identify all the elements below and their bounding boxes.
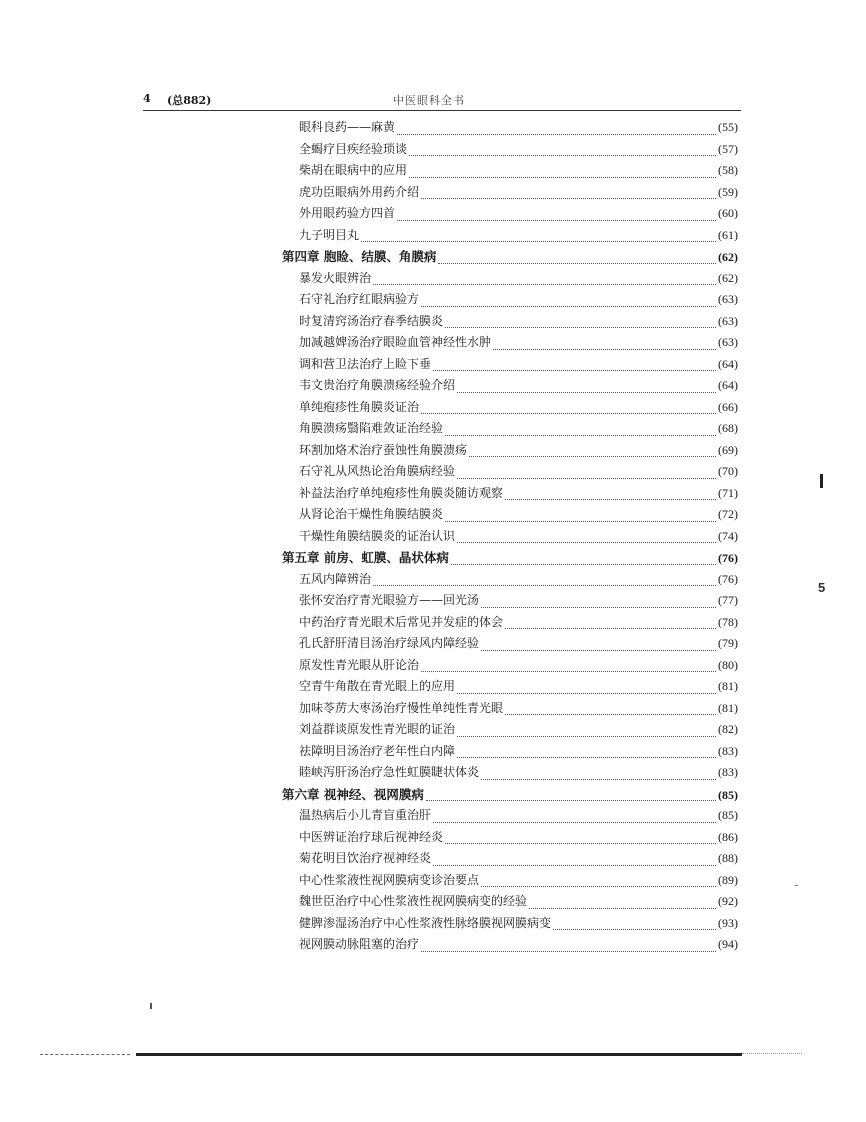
toc-entry (282, 289, 738, 311)
dot-leader (409, 146, 716, 156)
margin-number-mark: 5 (818, 580, 826, 595)
dot-leader (469, 447, 716, 457)
toc-page-number: (63) (718, 335, 738, 349)
toc-page-number: (89) (718, 872, 738, 887)
toc-page-number: (58) (718, 163, 738, 177)
dot-leader (481, 877, 716, 887)
toc-title: 温热病后小儿青盲重治肝 (299, 808, 432, 822)
toc-page-number: (76) (718, 571, 738, 586)
toc-title: 九子明目丸 (299, 227, 360, 242)
toc-entry (282, 848, 738, 870)
toc-entry (282, 375, 738, 397)
dot-leader (457, 383, 716, 393)
toc-title: 石守礼从风热论治角膜病经验 (299, 464, 456, 478)
dot-leader (421, 942, 716, 952)
dot-leader (397, 211, 716, 221)
toc-page-number: (63) (718, 313, 738, 328)
dot-leader (421, 404, 716, 414)
toc-page-number: (81) (718, 679, 738, 693)
toc-title: 中药治疗青光眼术后常见并发症的体会 (299, 614, 504, 629)
toc-title: 刘益群谈原发性青光眼的证治 (299, 722, 456, 736)
toc-title: 张怀安治疗青光眼验方——回光汤 (299, 593, 480, 607)
toc-entry (282, 225, 738, 247)
dot-leader (457, 533, 716, 543)
toc-page-number: (60) (718, 206, 738, 220)
toc-page-number: (94) (718, 937, 738, 951)
toc-entry (282, 612, 738, 634)
toc-entry (282, 354, 738, 376)
toc-page-number: (92) (718, 894, 738, 908)
dot-leader (421, 297, 716, 307)
toc-entry (282, 569, 738, 591)
toc-title: 视网膜动脉阻塞的治疗 (299, 937, 420, 951)
toc-page-number: (74) (718, 528, 738, 543)
dot-leader (438, 254, 716, 264)
toc-title: 魏世臣治疗中心性浆液性视网膜病变的经验 (299, 894, 528, 908)
toc-entry (282, 827, 738, 849)
toc-chapter-heading (282, 246, 738, 268)
toc-title: 空青牛角散在青光眼上的应用 (299, 679, 456, 693)
toc-title: 外用眼药验方四首 (299, 206, 396, 220)
toc-entry (282, 440, 738, 462)
toc-entry (282, 590, 738, 612)
toc-entry (282, 117, 738, 139)
margin-bar-mark (820, 474, 823, 488)
toc-page-number: (85) (718, 787, 738, 802)
toc-entry (282, 160, 738, 182)
toc-title: 调和营卫法治疗上睑下垂 (299, 356, 432, 371)
toc-page-number: (64) (718, 378, 738, 392)
volume-page-ref: (总882) (167, 94, 212, 107)
toc-page-number: (59) (718, 184, 738, 199)
toc-entry (282, 203, 738, 225)
toc-entry (282, 870, 738, 892)
bottom-dotted-line (742, 1053, 802, 1054)
toc-page-number: (79) (718, 636, 738, 650)
toc-entry (282, 311, 738, 333)
dot-leader (451, 555, 716, 565)
toc-page-number: (77) (718, 593, 738, 607)
toc-title: 单纯疱疹性角膜炎证治 (299, 399, 420, 414)
toc-page-number: (72) (718, 507, 738, 521)
toc-title: 干燥性角膜结膜炎的证治认识 (299, 528, 456, 543)
toc-title: 角膜溃疡翳陷难敛证治经验 (299, 421, 444, 435)
toc-entry (282, 182, 738, 204)
toc-title: 时复清窍汤治疗春季结膜炎 (299, 313, 444, 328)
toc-title: 第五章 前房、虹膜、晶状体病 (282, 550, 449, 565)
toc-entry (282, 332, 738, 354)
toc-page-number: (81) (718, 700, 738, 715)
toc-entry (282, 934, 738, 956)
toc-entry (282, 655, 738, 677)
dot-leader (421, 189, 716, 199)
toc-title: 环割加烙术治疗蚕蚀性角膜溃疡 (299, 442, 468, 457)
scan-speck (795, 885, 798, 886)
book-title: 中医眼科全书 (393, 94, 465, 107)
toc-entry (282, 741, 738, 763)
toc-page-number: (85) (718, 808, 738, 822)
toc-title: 孔氏舒肝清目汤治疗绿风内障经验 (299, 636, 480, 650)
toc-page-number: (61) (718, 227, 738, 242)
scan-speck (150, 1003, 152, 1009)
toc-chapter-heading (282, 547, 738, 569)
dot-leader (505, 619, 716, 629)
toc-page-number: (82) (718, 722, 738, 736)
dot-leader (457, 727, 716, 737)
dot-leader (397, 125, 716, 135)
dot-leader (373, 576, 716, 586)
dot-leader (445, 318, 716, 328)
toc-title: 睦峡泻肝汤治疗急性虹膜睫状体炎 (299, 765, 480, 779)
toc-page-number: (76) (718, 551, 738, 565)
toc-entry (282, 633, 738, 655)
toc-page-number: (64) (718, 356, 738, 371)
dot-leader (373, 275, 716, 285)
toc-entry (282, 526, 738, 548)
bottom-dashed-line (40, 1054, 130, 1055)
toc-entry (282, 676, 738, 698)
toc-title: 石守礼治疗红眼病验方 (299, 292, 420, 306)
running-header (143, 92, 741, 110)
toc-entry (282, 504, 738, 526)
table-of-contents (282, 117, 738, 956)
toc-page-number: (83) (718, 743, 738, 758)
toc-title: 眼科良药——麻黄 (299, 120, 396, 134)
toc-title: 原发性青光眼从肝论治 (299, 657, 420, 672)
toc-title: 第四章 胞睑、结膜、角膜病 (282, 249, 437, 264)
dot-leader (481, 770, 716, 780)
dot-leader (505, 490, 716, 500)
toc-page-number: (62) (718, 270, 738, 285)
toc-title: 柴胡在眼病中的应用 (299, 163, 408, 177)
toc-entry (282, 891, 738, 913)
dot-leader (457, 684, 716, 694)
toc-entry (282, 397, 738, 419)
toc-page-number: (86) (718, 829, 738, 844)
toc-entry (282, 268, 738, 290)
toc-page-number: (66) (718, 399, 738, 414)
toc-chapter-heading (282, 784, 738, 806)
dot-leader (445, 426, 716, 436)
toc-title: 加味苓苈大枣汤治疗慢性单纯性青光眼 (299, 700, 504, 715)
toc-entry (282, 698, 738, 720)
dot-leader (481, 598, 716, 608)
toc-entry (282, 762, 738, 784)
toc-page-number: (71) (718, 485, 738, 500)
toc-title: 全蝎疗目疾经验琐谈 (299, 141, 408, 156)
toc-entry (282, 461, 738, 483)
toc-entry (282, 139, 738, 161)
dot-leader (457, 469, 716, 479)
toc-page-number: (88) (718, 851, 738, 865)
toc-title: 中心性浆液性视网膜病变诊治要点 (299, 872, 480, 887)
dot-leader (505, 705, 716, 715)
dot-leader (529, 899, 716, 909)
toc-title: 祛障明目汤治疗老年性白内障 (299, 743, 456, 758)
dot-leader (553, 920, 716, 930)
toc-page-number: (80) (718, 657, 738, 672)
toc-title: 健脾渗湿汤治疗中心性浆液性脉络膜视网膜病变 (299, 915, 552, 930)
dot-leader (457, 748, 716, 758)
header-rule (143, 110, 741, 111)
toc-title: 第六章 视神经、视网膜病 (282, 786, 424, 802)
dot-leader (433, 813, 716, 823)
toc-page-number: (57) (718, 141, 738, 156)
toc-page-number: (62) (718, 250, 738, 264)
dot-leader (445, 512, 716, 522)
toc-title: 菊花明目饮治疗视神经炎 (299, 851, 432, 865)
dot-leader (481, 641, 716, 651)
toc-entry (282, 483, 738, 505)
toc-title: 虎功臣眼病外用药介绍 (299, 184, 420, 199)
dot-leader (445, 834, 716, 844)
dot-leader (433, 856, 716, 866)
page-number: 4 (143, 92, 151, 105)
toc-title: 中医辨证治疗球后视神经炎 (299, 829, 444, 844)
toc-title: 五风内障辨治 (299, 571, 372, 586)
dot-leader (426, 791, 716, 801)
dot-leader (409, 168, 716, 178)
toc-page-number: (78) (718, 614, 738, 629)
toc-page-number: (83) (718, 765, 738, 779)
toc-page-number: (68) (718, 421, 738, 435)
dot-leader (433, 361, 716, 371)
toc-title: 补益法治疗单纯疱疹性角膜炎随访观察 (299, 485, 504, 500)
toc-page-number: (70) (718, 464, 738, 478)
dot-leader (421, 662, 716, 672)
toc-page-number: (63) (718, 292, 738, 306)
toc-page-number: (55) (718, 120, 738, 134)
toc-page-number: (69) (718, 442, 738, 457)
dot-leader (493, 340, 716, 350)
toc-title: 加减越婢汤治疗眼睑血管神经性水肿 (299, 335, 492, 349)
toc-entry (282, 805, 738, 827)
toc-entry (282, 913, 738, 935)
toc-title: 从肾论治干燥性角膜结膜炎 (299, 507, 444, 521)
bottom-rule (136, 1053, 742, 1056)
toc-page-number: (93) (718, 915, 738, 930)
dot-leader (361, 232, 716, 242)
toc-title: 韦文贵治疗角膜溃疡经验介绍 (299, 378, 456, 392)
toc-entry (282, 719, 738, 741)
toc-title: 暴发火眼辨治 (299, 270, 372, 285)
toc-entry (282, 418, 738, 440)
